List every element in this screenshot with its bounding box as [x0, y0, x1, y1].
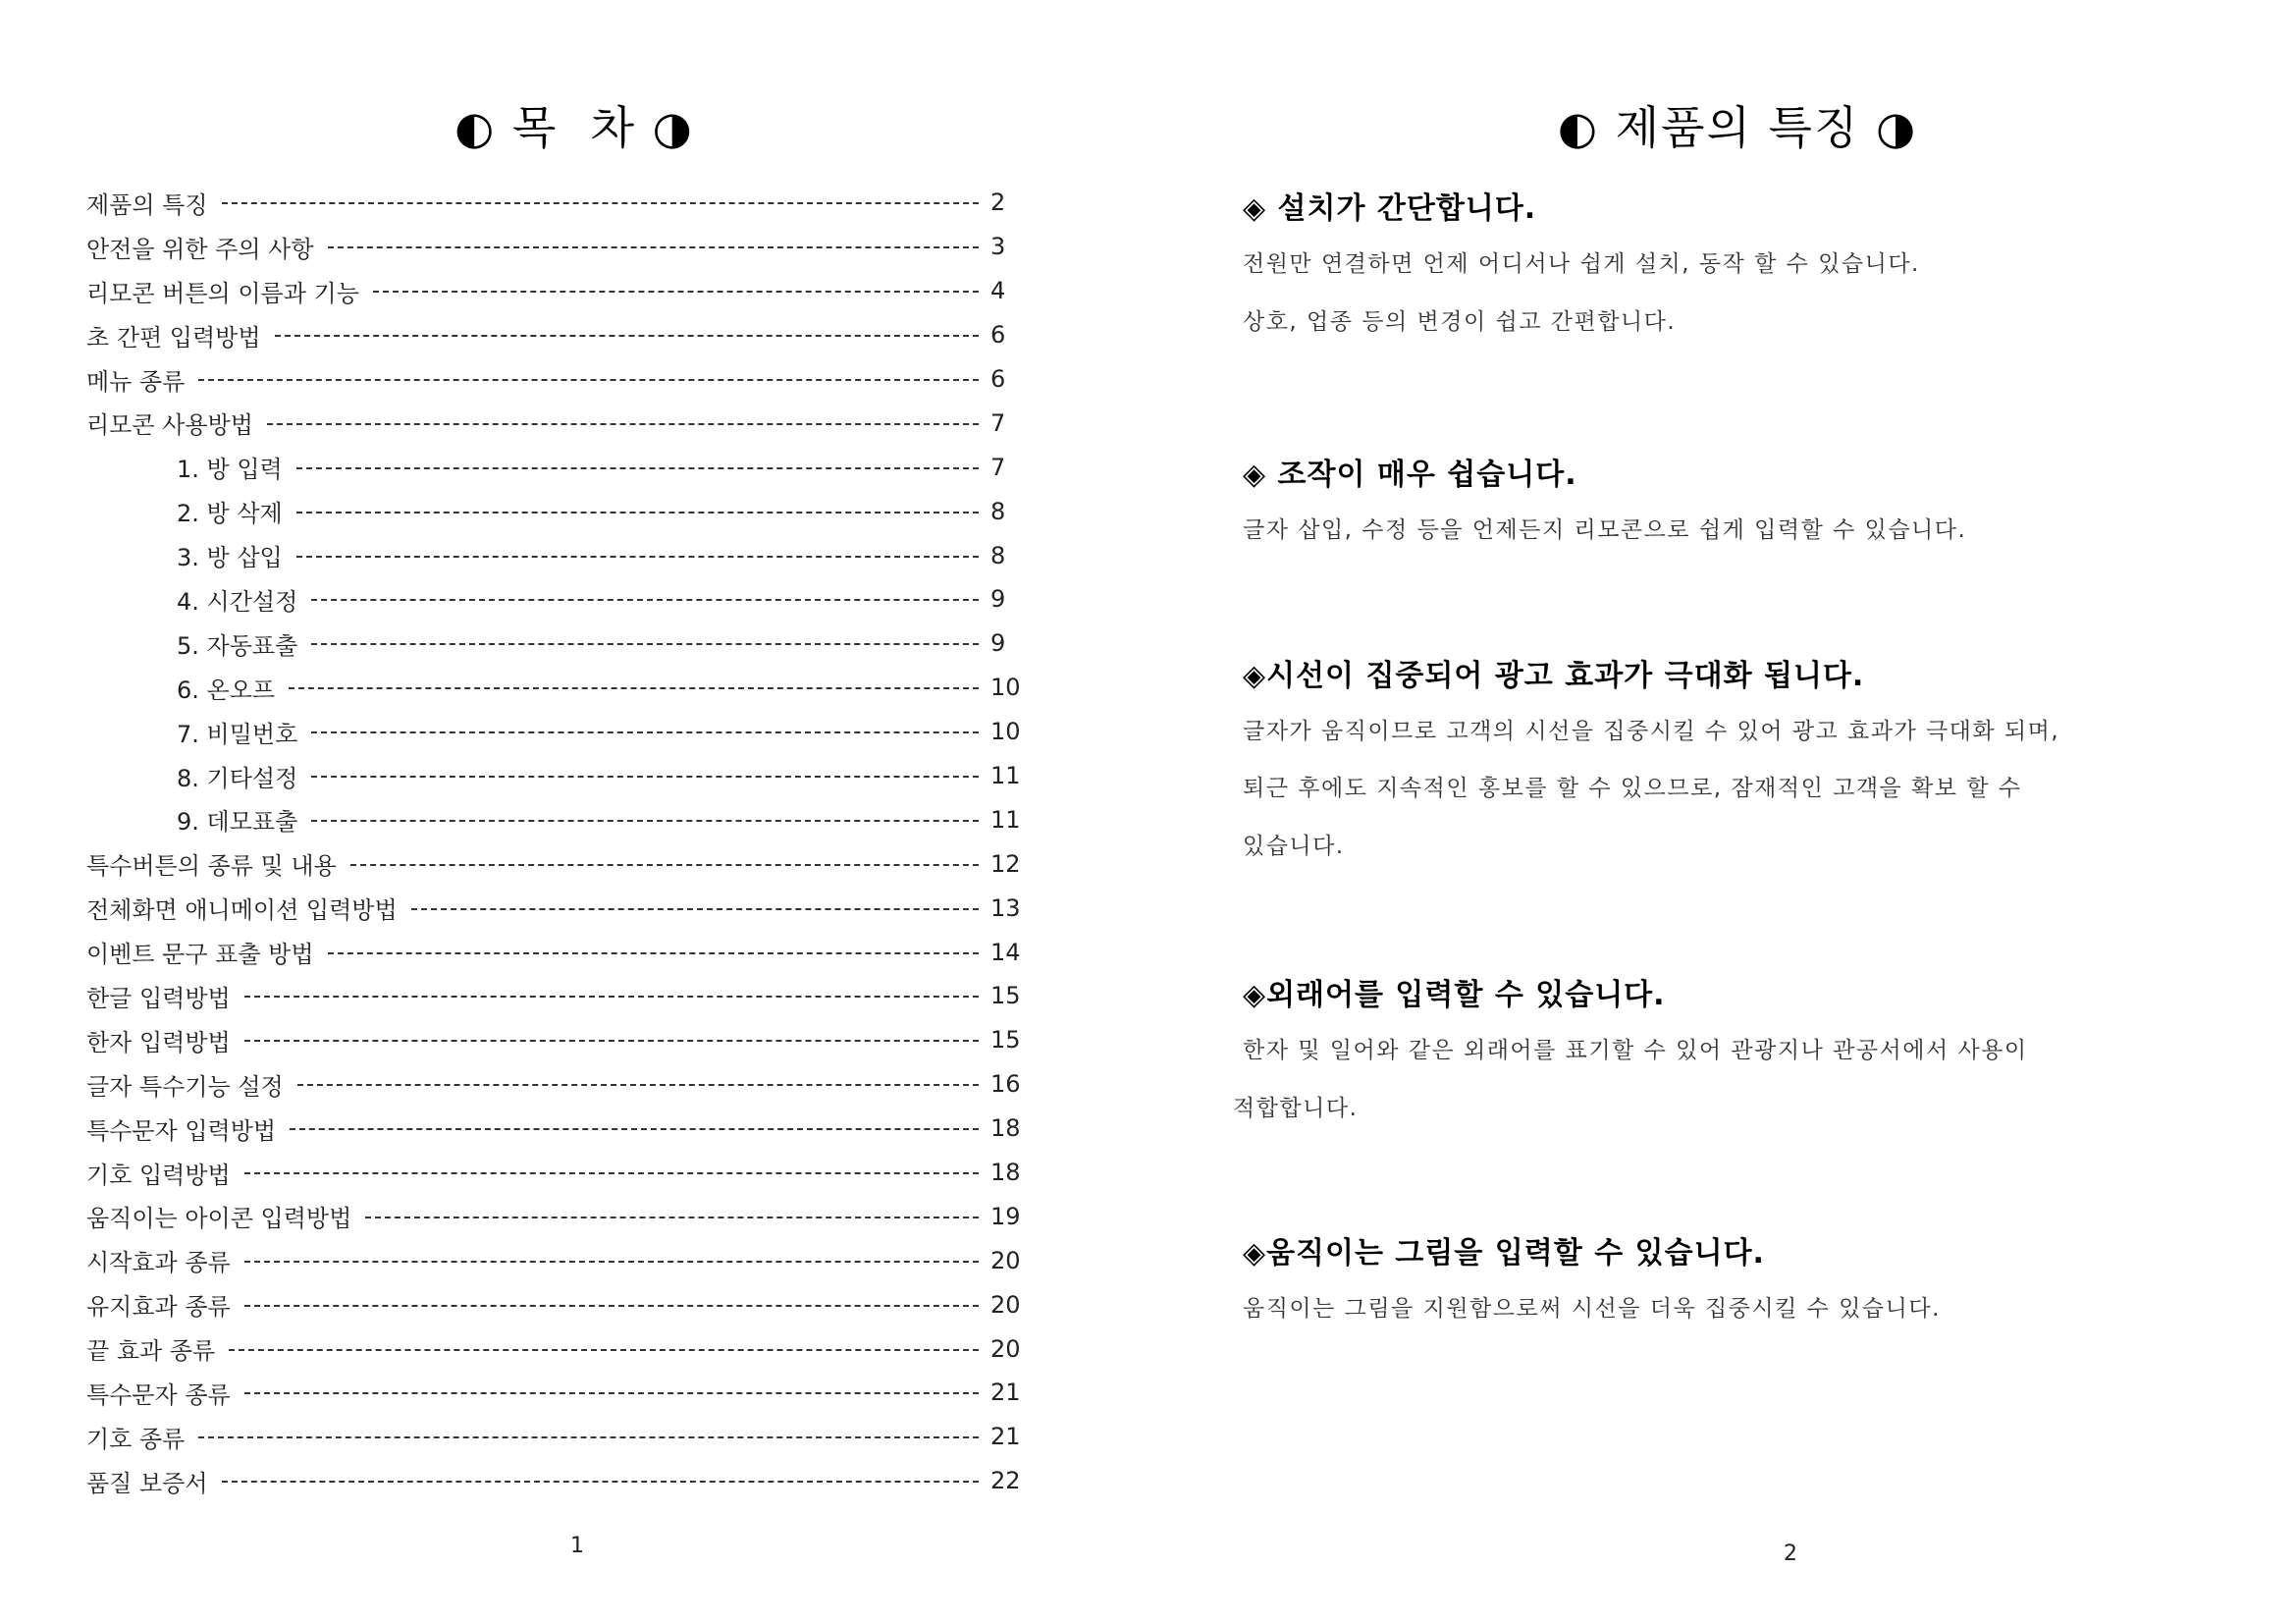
toc-leader-dashes [296, 556, 979, 558]
toc-leader-dashes [222, 202, 979, 204]
feature-line: 움직이는 그림을 지원함으로써 시선을 더욱 집중시킬 수 있습니다. [1243, 1296, 1941, 1322]
toc-item [86, 313, 1024, 357]
feature-foreign-language [1233, 969, 2273, 1137]
toc-item [86, 930, 1024, 974]
toc-item-label: 기호 종류 [86, 1425, 186, 1453]
features-title: ◐ 제품의 특징 ◑ [1557, 101, 1918, 154]
toc-item-label: 특수문자 입력방법 [86, 1116, 277, 1145]
toc-item-label: 초 간편 입력방법 [86, 323, 261, 352]
toc-leader-dashes [267, 423, 979, 425]
feature-line: 적합합니다. [1233, 1095, 1359, 1121]
feature-easy-operation [1243, 449, 2273, 560]
toc-item-page: 18 [990, 1159, 1021, 1187]
feature-animated-images [1243, 1227, 2273, 1338]
feature-heading: ◈ 설치가 간단합니다. [1243, 191, 1537, 226]
toc-leader-dashes [411, 908, 979, 910]
toc-item-page: 13 [990, 893, 1021, 922]
feature-line: 한자 및 일어와 같은 외래어를 표기할 수 있어 관광지나 관공서에서 사용이 [1243, 1038, 2028, 1063]
toc-item [86, 1107, 1024, 1151]
toc-item-page: 7 [990, 408, 1006, 437]
toc-leader-dashes [350, 864, 979, 866]
toc-item-page: 15 [990, 1026, 1021, 1055]
toc-item-label: 7. 비밀번호 [177, 720, 298, 748]
toc-item [86, 1282, 1024, 1326]
toc-item [86, 841, 1024, 886]
toc-item-page: 12 [990, 849, 1021, 878]
toc-item-page: 18 [990, 1114, 1021, 1143]
toc-item-page: 2 [990, 189, 1006, 217]
toc-leader-dashes [244, 1392, 979, 1394]
toc-item-label: 리모콘 버튼의 이름과 기능 [86, 279, 359, 307]
toc-item-page: 21 [990, 1423, 1021, 1451]
toc-item-label: 9. 데모표출 [177, 808, 298, 837]
toc-title: ◐ 목 차 ◑ [454, 101, 694, 154]
toc-leader-dashes [328, 952, 979, 954]
toc-item [86, 974, 1024, 1018]
toc-leader-dashes [365, 1217, 979, 1218]
toc-item-page: 20 [990, 1290, 1021, 1319]
toc-leader-dashes [229, 1349, 979, 1351]
toc-leader-dashes [297, 1084, 979, 1086]
feature-advertising [1243, 650, 2273, 876]
toc-item-label: 1. 방 입력 [177, 456, 283, 484]
toc-leader-dashes [311, 820, 979, 822]
feature-line: 있습니다. [1243, 833, 1345, 859]
toc-item-label: 제품의 특징 [86, 190, 208, 219]
toc-leader-dashes [244, 1261, 979, 1263]
toc-leader-dashes [198, 379, 979, 381]
toc-item-label: 기호 입력방법 [86, 1161, 231, 1189]
toc-item-page: 6 [990, 321, 1006, 350]
toc-item-page: 15 [990, 982, 1021, 1010]
toc-leader-dashes [311, 599, 979, 601]
toc-leader-dashes [290, 1128, 979, 1130]
toc-item-page: 10 [990, 718, 1021, 746]
toc-item [86, 357, 1024, 402]
toc-item-page: 22 [990, 1467, 1021, 1495]
feature-heading: ◈움직이는 그림을 입력할 수 있습니다. [1243, 1236, 1765, 1271]
toc-item-page: 11 [990, 762, 1021, 790]
feature-line: 퇴근 후에도 지속적인 홍보를 할 수 있으므로, 잠재적인 고객을 확보 할 수 [1243, 776, 2022, 801]
toc-item [86, 577, 1024, 622]
toc-item-page: 4 [990, 277, 1006, 305]
toc-item-label: 한글 입력방법 [86, 984, 231, 1012]
toc-item [86, 1151, 1024, 1195]
toc-item-page: 16 [990, 1070, 1021, 1099]
toc-item-label: 움직이는 아이콘 입력방법 [86, 1205, 352, 1233]
toc-item-page: 19 [990, 1202, 1021, 1230]
toc-item-page: 20 [990, 1246, 1021, 1274]
toc-item-label: 품질 보증서 [86, 1469, 208, 1497]
toc-item-label: 한자 입력방법 [86, 1028, 231, 1056]
page-number-right: 2 [1784, 1542, 1797, 1566]
feature-install [1243, 183, 2273, 351]
page-number-left: 1 [570, 1534, 584, 1558]
toc-item-page: 8 [990, 497, 1006, 525]
toc-item [86, 533, 1024, 577]
toc-leader-dashes [275, 335, 979, 337]
toc-item-page: 21 [990, 1379, 1021, 1407]
feature-line: 전원만 연결하면 언제 어디서나 쉽게 설치, 동작 할 수 있습니다. [1243, 251, 1920, 277]
toc-item-page: 9 [990, 629, 1006, 658]
table-of-contents [86, 181, 1024, 1503]
feature-line: 글자가 움직이므로 고객의 시선을 집중시킬 수 있어 광고 효과가 극대화 되며, [1243, 718, 2060, 744]
toc-leader-dashes [244, 1172, 979, 1174]
toc-item [86, 1326, 1024, 1371]
toc-item-label: 5. 자동표출 [177, 631, 298, 660]
toc-item [86, 225, 1024, 269]
toc-leader-dashes [244, 1040, 979, 1042]
toc-item [86, 1194, 1024, 1238]
toc-item-page: 6 [990, 365, 1006, 393]
toc-item-label: 특수버튼의 종류 및 내용 [86, 852, 337, 881]
toc-item-page: 9 [990, 585, 1006, 614]
toc-item-label: 시작효과 종류 [86, 1249, 231, 1277]
toc-item [86, 666, 1024, 710]
toc-item-label: 리모콘 사용방법 [86, 411, 253, 440]
toc-item-page: 3 [990, 233, 1006, 261]
toc-item [86, 710, 1024, 754]
feature-line: 상호, 업종 등의 변경이 쉽고 간편합니다. [1243, 308, 1677, 335]
toc-item-label: 글자 특수기능 설정 [86, 1072, 284, 1101]
toc-item [86, 1415, 1024, 1459]
toc-leader-dashes [311, 643, 979, 645]
toc-item [86, 401, 1024, 445]
toc-item-label: 3. 방 삽입 [177, 544, 283, 572]
toc-leader-dashes [244, 1305, 979, 1307]
toc-leader-dashes [198, 1436, 979, 1438]
toc-item-label: 이벤트 문구 표출 방법 [86, 941, 314, 969]
feature-line: 글자 삽입, 수정 등을 언제든지 리모콘으로 쉽게 입력할 수 있습니다. [1243, 517, 1967, 543]
toc-leader-dashes [311, 776, 979, 778]
toc-item-page: 14 [990, 938, 1021, 966]
toc-item-label: 2. 방 삭제 [177, 500, 283, 528]
toc-item [86, 1062, 1024, 1107]
toc-item [86, 886, 1024, 930]
toc-item-label: 8. 기타설정 [177, 764, 298, 792]
right-page [1148, 0, 2296, 1623]
toc-item [86, 1018, 1024, 1062]
toc-item-page: 8 [990, 541, 1006, 569]
feature-heading: ◈ 조작이 매우 쉽습니다. [1243, 458, 1577, 492]
feature-heading: ◈시선이 집중되어 광고 효과가 극대화 됩니다. [1243, 658, 1865, 693]
toc-leader-dashes [373, 291, 979, 293]
toc-item [86, 754, 1024, 798]
toc-item [86, 181, 1024, 225]
feature-heading: ◈외래어를 입력할 수 있습니다. [1243, 978, 1666, 1012]
toc-item-label: 4. 시간설정 [177, 587, 298, 616]
toc-item [86, 1371, 1024, 1415]
toc-leader-dashes [311, 731, 979, 733]
toc-leader-dashes [244, 996, 979, 998]
toc-item-label: 특수문자 종류 [86, 1380, 231, 1409]
toc-item-label: 유지효과 종류 [86, 1293, 231, 1322]
toc-item-label: 메뉴 종류 [86, 367, 186, 396]
toc-item [86, 622, 1024, 666]
toc-item [86, 1238, 1024, 1282]
toc-item-page: 20 [990, 1334, 1021, 1363]
toc-item-label: 안전을 위한 주의 사항 [86, 235, 314, 263]
toc-item [86, 269, 1024, 313]
toc-leader-dashes [222, 1481, 979, 1483]
toc-leader-dashes [328, 246, 979, 248]
toc-item [86, 1459, 1024, 1503]
toc-item-label: 전체화면 애니메이션 입력방법 [86, 896, 398, 925]
toc-item [86, 797, 1024, 841]
toc-item-label: 6. 온오프 [177, 676, 276, 704]
toc-item [86, 445, 1024, 489]
toc-item-page: 7 [990, 453, 1006, 481]
features-list [1233, 183, 2273, 1338]
toc-item-page: 11 [990, 805, 1021, 834]
toc-leader-dashes [296, 467, 979, 469]
toc-leader-dashes [296, 512, 979, 514]
toc-item-page: 10 [990, 674, 1021, 702]
toc-item-label: 끝 효과 종류 [86, 1337, 216, 1366]
toc-leader-dashes [289, 687, 979, 689]
toc-item [86, 489, 1024, 533]
